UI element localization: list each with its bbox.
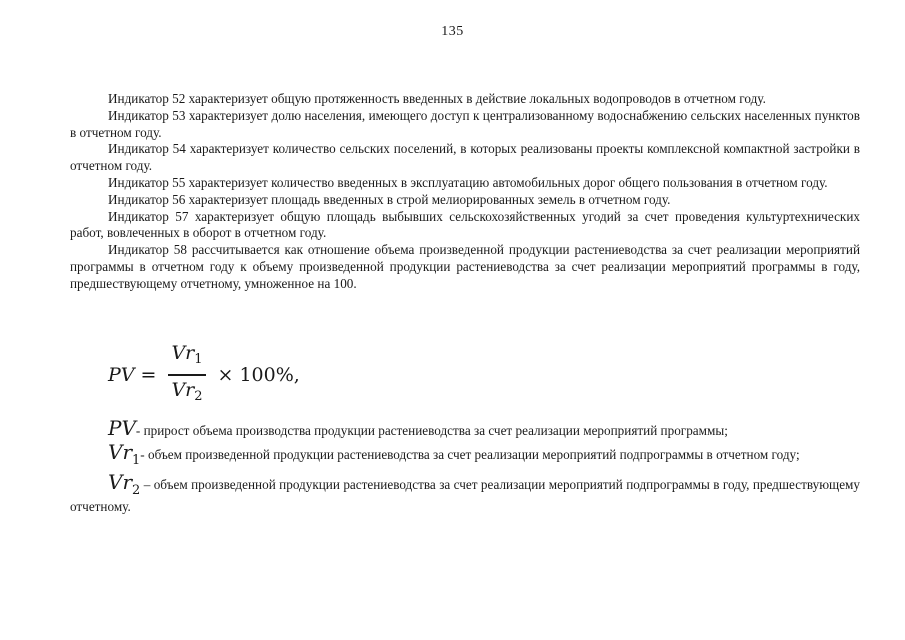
- numerator-variable: Vr: [171, 342, 195, 365]
- formula-numerator: [168, 341, 205, 372]
- definition-vr1: [70, 439, 860, 470]
- definition-text: - объем произведенной продукции растениеводства за счет реализации мероприятий подпрограммы в отчетном году;: [140, 446, 800, 462]
- indicator-descriptions: [70, 91, 860, 293]
- formula-pv: [108, 342, 300, 405]
- formula-factor: 100%,: [239, 364, 300, 386]
- denominator-variable: Vr: [171, 378, 195, 401]
- definition-vr2: [70, 469, 860, 517]
- denominator-subscript: 2: [194, 388, 203, 404]
- page-number: 135: [441, 24, 464, 39]
- definition-pv: [70, 416, 860, 440]
- paragraph-indicator-57: Индикатор 57 характеризует общую площадь выбывших сельскохозяйственных угодий за счет проведения культуртехнических работ, вовлеченных в оборот в отчетном году.: [70, 208, 860, 241]
- definition-text: – объем произведенной продукции растениеводства за счет реализации мероприятий подпрограммы в году, предшествующему отчетному.: [70, 476, 860, 515]
- definition-symbol-text: Vr: [108, 469, 133, 494]
- paragraph-indicator-55: Индикатор 55 характеризует количество введенных в эксплуатацию автомобильных дорог общего пользования в отчетном году.: [108, 174, 828, 190]
- definition-symbol-text: PV: [108, 416, 136, 440]
- formula-equals: =: [140, 364, 157, 386]
- definition-symbol: [108, 469, 141, 498]
- formula-denominator: [168, 378, 205, 409]
- definition-symbol-subscript: 1: [132, 452, 141, 468]
- formula-lhs: PV: [108, 364, 135, 386]
- fraction-bar: [168, 374, 205, 375]
- definition-symbol: [108, 416, 136, 440]
- paragraph-indicator-58: Индикатор 58 рассчитывается как отношение объема произведенной продукции растениеводства за счет реализации мероприятий программы в отчетном году к объему произведенной продукции растениеводства за счет реализации мероприятий программы в году, предшествующему отчетному, умноженное на 100.: [70, 242, 860, 291]
- formula-fraction: [168, 341, 205, 408]
- paragraph-indicator-54: Индикатор 54 характеризует количество сельских поселений, в которых реализованы проекты комплексной компактной застройки в отчетном году.: [70, 141, 860, 174]
- formula-times: ×: [217, 364, 234, 386]
- definition-text: - прирост объема производства продукции растениеводства за счет реализации мероприятий программы;: [135, 423, 728, 438]
- numerator-subscript: 1: [194, 352, 203, 368]
- variable-definitions: [70, 416, 860, 520]
- definition-symbol-text: Vr: [108, 439, 133, 464]
- paragraph-indicator-53: Индикатор 53 характеризует долю населения, имеющего доступ к централизованному водоснабжению сельских населенных пунктов в отчетном году.: [70, 107, 860, 140]
- paragraph-indicator-56: Индикатор 56 характеризует площадь введенных в строй мелиорированных земель в отчетном году.: [108, 191, 671, 207]
- paragraph-indicator-52: Индикатор 52 характеризует общую протяженность введенных в действие локальных водопроводов в отчетном году.: [108, 91, 766, 106]
- definition-symbol-subscript: 2: [132, 482, 141, 498]
- definition-symbol: [108, 439, 141, 468]
